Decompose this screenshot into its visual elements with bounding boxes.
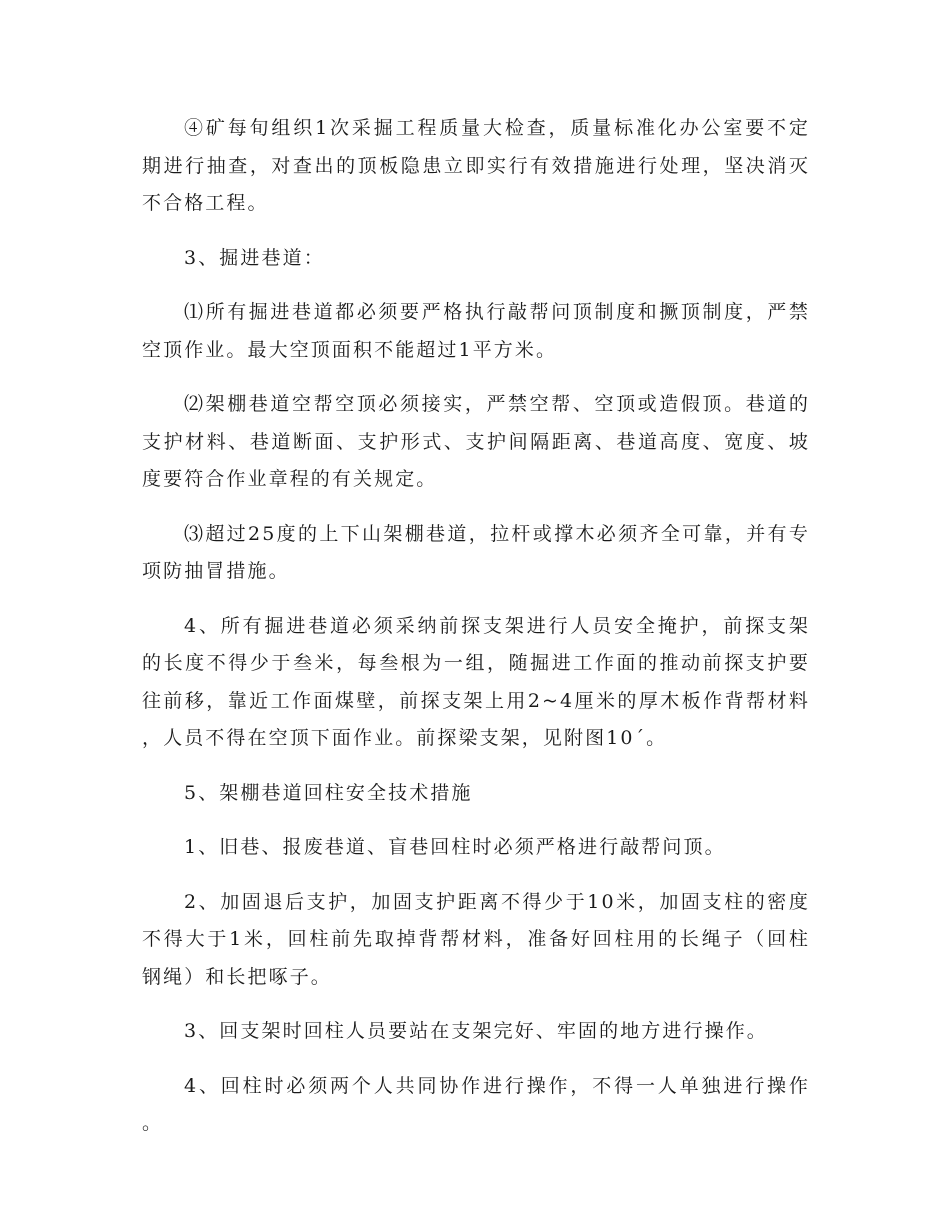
paragraph-quality-inspection: ④矿每旬组织1次采掘工程质量大检查，质量标准化办公室要不定期进行抽查，对查出的顶板隐患立即实行有效措施进行处理，坚决消灭不合格工程。	[142, 117, 810, 214]
paragraph-measure-4: 4、回柱时必须两个人共同协作进行操作，不得一人单独进行操作。	[142, 1074, 810, 1134]
paragraph-measure-3: 3、回支架时回柱人员要站在支架完好、牢固的地方进行操作。	[184, 1020, 768, 1042]
paragraph-measure-1: 1、旧巷、报废巷道、盲巷回柱时必须严格进行敲帮问顶。	[184, 836, 726, 858]
paragraph-item-1: ⑴所有掘进巷道都必须要严格执行敲帮问顶制度和撅顶制度，严禁空顶作业。最大空顶面积不能超过1平方米。	[142, 301, 810, 361]
heading-prop-withdrawal: 5、架棚巷道回柱安全技术措施	[184, 781, 473, 804]
document-body	[142, 110, 810, 1160]
paragraph-advance-support: 4、所有掘进巷道必须采纳前探支架进行人员安全掩护，前探支架的长度不得少于叁米，每叁根为一组，随掘进工作面的推动前探支护要往前移，靠近工作面煤壁，前探支架上用2~4厘米的厚木板作背帮材料，人员不得在空顶下面作业。前探梁支架，见附图10´。	[142, 614, 810, 749]
paragraph-item-3: ⑶超过25度的上下山架棚巷道，拉杆或撑木必须齐全可靠，并有专项防抽冒措施。	[142, 522, 810, 582]
heading-excavation-roadway: 3、掘进巷道：	[184, 246, 325, 269]
paragraph-measure-2: 2、加固退后支护，加固支护距离不得少于10米，加固支柱的密度不得大于1米，回柱前先取掉背帮材料，准备好回柱用的长绳子（回柱钢绳）和长把啄子。	[142, 890, 810, 988]
paragraph-item-2: ⑵架棚巷道空帮空顶必须接实，严禁空帮、空顶或造假顶。巷道的支护材料、巷道断面、支护形式、支护间隔距离、巷道高度、宽度、坡度要符合作业章程的有关规定。	[142, 393, 810, 490]
